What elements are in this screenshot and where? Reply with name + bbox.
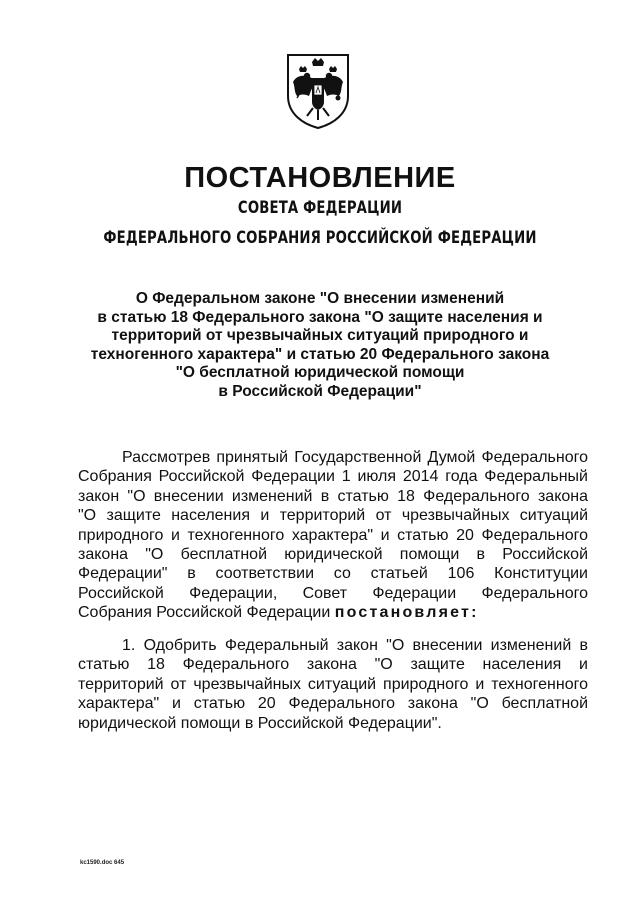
paragraph-line-final	[78, 603, 588, 622]
issuer-line-1: СОВЕТА ФЕДЕРАЦИИ	[237, 198, 403, 218]
paragraph-line: Собрания Российской Федерации 1 июля 2014 года Федеральный	[78, 468, 588, 486]
resolution-item-1	[78, 636, 588, 733]
paragraph-line: Федерации" в соответствии со статьей 106 Конституции	[78, 565, 588, 583]
subject-line: в статью 18 Федерального закона "О защите населения и	[97, 308, 543, 326]
item-line: характера" и статью 20 Федерального закона "О бесплатной	[78, 695, 588, 713]
coat-of-arms-emblem	[285, 52, 351, 130]
item-line: юридической помощи в Российской Федерации".	[78, 714, 442, 732]
item-line: 1. Одобрить Федеральный закон "О внесении изменений в	[122, 637, 588, 654]
subject-line: "О бесплатной юридической помощи	[175, 364, 465, 381]
issuer-line-2: ФЕДЕРАЛЬНОГО СОБРАНИЯ РОССИЙСКОЙ ФЕДЕРАЦИИ	[103, 228, 537, 248]
russian-coat-of-arms-icon	[285, 52, 351, 130]
preamble-paragraph	[78, 448, 588, 623]
subject-line: территорий от чрезвычайных ситуаций природного и	[111, 327, 529, 344]
item-line: территорий от чрезвычайных ситуаций природного и техногенного	[78, 675, 588, 693]
subject-line: О Федеральном законе "О внесении изменений	[135, 290, 505, 307]
paragraph-line: закон "О внесении изменений в статью 18 Федерального закона	[78, 487, 588, 505]
item-line: статью 18 Федерального закона "О защите населения и	[78, 656, 588, 674]
paragraph-line-text: Собрания Российской Федерации	[78, 604, 331, 622]
resolution-subject	[60, 290, 580, 401]
paragraph-line: Российской Федерации, Совет Федерации Федерального	[78, 584, 588, 602]
file-code-footer: kc1590.doc 645	[80, 860, 125, 866]
paragraph-line: закона "О бесплатной юридической помощи в Российской	[78, 545, 588, 563]
paragraph-line: Рассмотрев принятый Государственной Думой Федерального	[122, 449, 588, 466]
paragraph-line: "О защите населения и территорий от чрезвычайных ситуаций	[78, 507, 588, 525]
document-type-title: ПОСТАНОВЛЕНИЕ	[184, 162, 456, 194]
subject-line: техногенного характера" и статью 20 Федерального закона	[90, 345, 550, 363]
paragraph-line: природного и техногенного характера" и статью 20 Федерального	[78, 526, 588, 544]
resolves-word: постановляет:	[334, 604, 479, 622]
subject-line: в Российской Федерации"	[218, 382, 422, 400]
